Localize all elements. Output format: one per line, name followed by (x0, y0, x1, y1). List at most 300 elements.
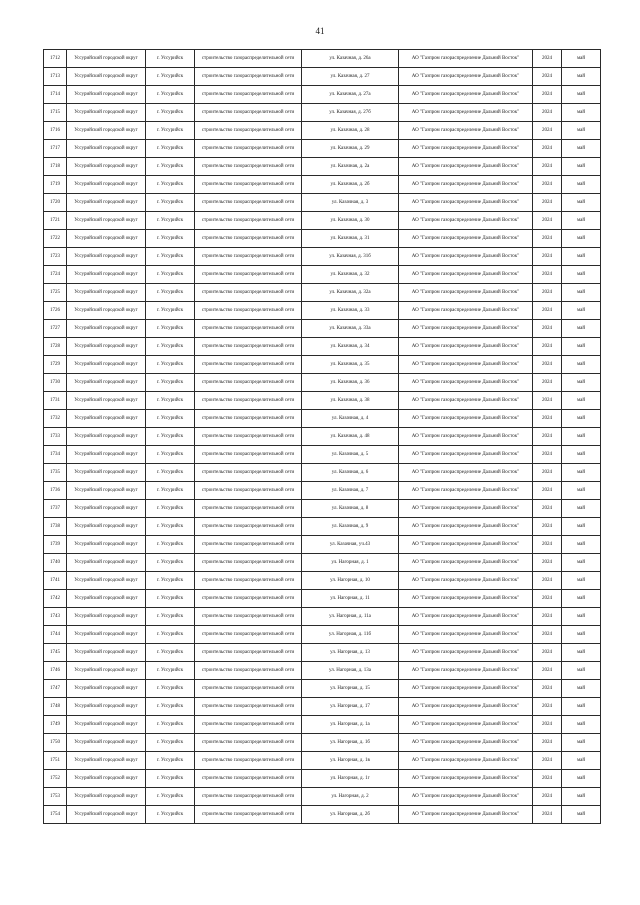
cell-contractor: АО "Газпром газораспределение Дальний Восток" (399, 608, 533, 626)
cell-contractor: АО "Газпром газораспределение Дальний Восток" (399, 338, 533, 356)
cell-month: май (562, 464, 601, 482)
table-row (44, 788, 601, 806)
cell-settlement: г. Уссурийск (146, 122, 195, 140)
cell-month: май (562, 320, 601, 338)
cell-municipality: Уссурийский городской округ (67, 302, 146, 320)
cell-settlement: г. Уссурийск (146, 284, 195, 302)
cell-contractor: АО "Газпром газораспределение Дальний Восток" (399, 122, 533, 140)
cell-row-number: 1739 (44, 536, 67, 554)
cell-contractor: АО "Газпром газораспределение Дальний Восток" (399, 716, 533, 734)
cell-month: май (562, 284, 601, 302)
cell-address: ул. Казачная, д. 27б (302, 104, 399, 122)
cell-settlement: г. Уссурийск (146, 572, 195, 590)
cell-contractor: АО "Газпром газораспределение Дальний Восток" (399, 806, 533, 824)
cell-row-number: 1729 (44, 356, 67, 374)
cell-month: май (562, 410, 601, 428)
cell-month: май (562, 374, 601, 392)
cell-row-number: 1732 (44, 410, 67, 428)
cell-settlement: г. Уссурийск (146, 338, 195, 356)
cell-settlement: г. Уссурийск (146, 806, 195, 824)
cell-municipality: Уссурийский городской округ (67, 86, 146, 104)
cell-work-type: строительство газораспределительной сети (195, 86, 302, 104)
gasification-registry-table (43, 49, 601, 824)
table-row (44, 104, 601, 122)
cell-work-type: строительство газораспределительной сети (195, 644, 302, 662)
cell-municipality: Уссурийский городской округ (67, 356, 146, 374)
cell-month: май (562, 212, 601, 230)
cell-contractor: АО "Газпром газораспределение Дальний Восток" (399, 140, 533, 158)
table-row (44, 68, 601, 86)
cell-municipality: Уссурийский городской округ (67, 176, 146, 194)
cell-municipality: Уссурийский городской округ (67, 698, 146, 716)
table-row (44, 716, 601, 734)
cell-address: ул. Казачная, д. 30 (302, 212, 399, 230)
cell-row-number: 1742 (44, 590, 67, 608)
cell-settlement: г. Уссурийск (146, 176, 195, 194)
cell-row-number: 1745 (44, 644, 67, 662)
cell-municipality: Уссурийский городской округ (67, 446, 146, 464)
cell-row-number: 1740 (44, 554, 67, 572)
cell-settlement: г. Уссурийск (146, 158, 195, 176)
cell-contractor: АО "Газпром газораспределение Дальний Восток" (399, 194, 533, 212)
cell-address: ул. Казачная, уч.43 (302, 536, 399, 554)
cell-month: май (562, 662, 601, 680)
cell-settlement: г. Уссурийск (146, 428, 195, 446)
cell-municipality: Уссурийский городской округ (67, 464, 146, 482)
table-row (44, 140, 601, 158)
cell-municipality: Уссурийский городской округ (67, 266, 146, 284)
cell-address: ул. Казачная, д. 4 (302, 410, 399, 428)
cell-month: май (562, 644, 601, 662)
cell-year: 2024 (533, 194, 562, 212)
cell-row-number: 1743 (44, 608, 67, 626)
cell-settlement: г. Уссурийск (146, 410, 195, 428)
cell-year: 2024 (533, 662, 562, 680)
table-row (44, 464, 601, 482)
cell-year: 2024 (533, 446, 562, 464)
cell-address: ул. Казачная, д. 6 (302, 464, 399, 482)
cell-address: ул. Казачная, д. 31 (302, 230, 399, 248)
cell-municipality: Уссурийский городской округ (67, 374, 146, 392)
cell-address: ул. Казачная, д. 28 (302, 122, 399, 140)
cell-month: май (562, 698, 601, 716)
cell-settlement: г. Уссурийск (146, 68, 195, 86)
cell-work-type: строительство газораспределительной сети (195, 770, 302, 788)
cell-month: май (562, 626, 601, 644)
cell-contractor: АО "Газпром газораспределение Дальний Восток" (399, 158, 533, 176)
table-row (44, 320, 601, 338)
cell-municipality: Уссурийский городской округ (67, 626, 146, 644)
cell-work-type: строительство газораспределительной сети (195, 482, 302, 500)
cell-settlement: г. Уссурийск (146, 248, 195, 266)
cell-year: 2024 (533, 266, 562, 284)
cell-settlement: г. Уссурийск (146, 86, 195, 104)
cell-settlement: г. Уссурийск (146, 356, 195, 374)
cell-year: 2024 (533, 140, 562, 158)
cell-settlement: г. Уссурийск (146, 536, 195, 554)
cell-settlement: г. Уссурийск (146, 590, 195, 608)
cell-work-type: строительство газораспределительной сети (195, 662, 302, 680)
cell-work-type: строительство газораспределительной сети (195, 374, 302, 392)
cell-month: май (562, 104, 601, 122)
cell-row-number: 1716 (44, 122, 67, 140)
cell-address: ул. Нагорная, д. 2б (302, 806, 399, 824)
cell-address: ул. Нагорная, д. 15 (302, 680, 399, 698)
table-row (44, 518, 601, 536)
cell-settlement: г. Уссурийск (146, 698, 195, 716)
cell-address: ул. Казачная, д. 5 (302, 446, 399, 464)
cell-month: май (562, 356, 601, 374)
cell-municipality: Уссурийский городской округ (67, 140, 146, 158)
cell-row-number: 1717 (44, 140, 67, 158)
cell-work-type: строительство газораспределительной сети (195, 248, 302, 266)
cell-work-type: строительство газораспределительной сети (195, 428, 302, 446)
cell-row-number: 1734 (44, 446, 67, 464)
cell-contractor: АО "Газпром газораспределение Дальний Восток" (399, 266, 533, 284)
cell-municipality: Уссурийский городской округ (67, 590, 146, 608)
table-row (44, 554, 601, 572)
cell-settlement: г. Уссурийск (146, 140, 195, 158)
cell-work-type: строительство газораспределительной сети (195, 158, 302, 176)
table-row (44, 302, 601, 320)
cell-year: 2024 (533, 644, 562, 662)
cell-municipality: Уссурийский городской округ (67, 752, 146, 770)
cell-address: ул. Казачная, д. 32а (302, 284, 399, 302)
cell-contractor: АО "Газпром газораспределение Дальний Восток" (399, 518, 533, 536)
cell-settlement: г. Уссурийск (146, 374, 195, 392)
cell-row-number: 1736 (44, 482, 67, 500)
cell-row-number: 1727 (44, 320, 67, 338)
cell-work-type: строительство газораспределительной сети (195, 626, 302, 644)
cell-row-number: 1714 (44, 86, 67, 104)
cell-municipality: Уссурийский городской округ (67, 734, 146, 752)
cell-municipality: Уссурийский городской округ (67, 284, 146, 302)
cell-work-type: строительство газораспределительной сети (195, 572, 302, 590)
cell-year: 2024 (533, 752, 562, 770)
cell-year: 2024 (533, 716, 562, 734)
cell-address: ул. Казачная, д. 2б (302, 176, 399, 194)
cell-work-type: строительство газораспределительной сети (195, 266, 302, 284)
cell-work-type: строительство газораспределительной сети (195, 230, 302, 248)
cell-row-number: 1724 (44, 266, 67, 284)
cell-contractor: АО "Газпром газораспределение Дальний Восток" (399, 554, 533, 572)
cell-month: май (562, 536, 601, 554)
cell-year: 2024 (533, 284, 562, 302)
cell-municipality: Уссурийский городской округ (67, 212, 146, 230)
cell-municipality: Уссурийский городской округ (67, 680, 146, 698)
cell-year: 2024 (533, 698, 562, 716)
cell-municipality: Уссурийский городской округ (67, 554, 146, 572)
cell-month: май (562, 176, 601, 194)
cell-work-type: строительство газораспределительной сети (195, 176, 302, 194)
cell-row-number: 1746 (44, 662, 67, 680)
table-row (44, 230, 601, 248)
table-row (44, 392, 601, 410)
cell-row-number: 1712 (44, 50, 67, 68)
cell-address: ул. Нагорная, д. 1а (302, 716, 399, 734)
cell-municipality: Уссурийский городской округ (67, 482, 146, 500)
cell-municipality: Уссурийский городской округ (67, 248, 146, 266)
cell-month: май (562, 194, 601, 212)
cell-municipality: Уссурийский городской округ (67, 518, 146, 536)
cell-contractor: АО "Газпром газораспределение Дальний Восток" (399, 392, 533, 410)
cell-address: ул. Казачная, д. 27а (302, 86, 399, 104)
cell-address: ул. Нагорная, д. 1 (302, 554, 399, 572)
cell-address: ул. Нагорная, д. 13 (302, 644, 399, 662)
cell-month: май (562, 122, 601, 140)
cell-work-type: строительство газораспределительной сети (195, 536, 302, 554)
cell-row-number: 1750 (44, 734, 67, 752)
cell-work-type: строительство газораспределительной сети (195, 680, 302, 698)
cell-settlement: г. Уссурийск (146, 500, 195, 518)
cell-row-number: 1751 (44, 752, 67, 770)
cell-month: май (562, 716, 601, 734)
cell-month: май (562, 590, 601, 608)
cell-settlement: г. Уссурийск (146, 518, 195, 536)
cell-address: ул. Казачная, д. 9 (302, 518, 399, 536)
cell-work-type: строительство газораспределительной сети (195, 464, 302, 482)
cell-month: май (562, 554, 601, 572)
table-row (44, 752, 601, 770)
cell-municipality: Уссурийский городской округ (67, 410, 146, 428)
cell-contractor: АО "Газпром газораспределение Дальний Восток" (399, 230, 533, 248)
cell-month: май (562, 788, 601, 806)
cell-month: май (562, 806, 601, 824)
cell-contractor: АО "Газпром газораспределение Дальний Восток" (399, 302, 533, 320)
table-row (44, 590, 601, 608)
cell-row-number: 1725 (44, 284, 67, 302)
table-row (44, 446, 601, 464)
cell-year: 2024 (533, 806, 562, 824)
cell-settlement: г. Уссурийск (146, 554, 195, 572)
cell-address: ул. Казачная, д. 8 (302, 500, 399, 518)
cell-municipality: Уссурийский городской округ (67, 806, 146, 824)
cell-row-number: 1718 (44, 158, 67, 176)
table-row (44, 680, 601, 698)
cell-year: 2024 (533, 158, 562, 176)
table-row (44, 662, 601, 680)
cell-work-type: строительство газораспределительной сети (195, 752, 302, 770)
cell-contractor: АО "Газпром газораспределение Дальний Восток" (399, 68, 533, 86)
cell-row-number: 1730 (44, 374, 67, 392)
cell-settlement: г. Уссурийск (146, 464, 195, 482)
cell-month: май (562, 680, 601, 698)
cell-address: ул. Нагорная, д. 11 (302, 590, 399, 608)
cell-address: ул. Казачная, д. 7 (302, 482, 399, 500)
cell-address: ул. Казачная, д. 48 (302, 428, 399, 446)
cell-month: май (562, 428, 601, 446)
cell-year: 2024 (533, 626, 562, 644)
cell-row-number: 1748 (44, 698, 67, 716)
cell-work-type: строительство газораспределительной сети (195, 734, 302, 752)
cell-month: май (562, 482, 601, 500)
table-row (44, 770, 601, 788)
cell-municipality: Уссурийский городской округ (67, 644, 146, 662)
cell-address: ул. Казачная, д. 31б (302, 248, 399, 266)
cell-municipality: Уссурийский городской округ (67, 50, 146, 68)
cell-settlement: г. Уссурийск (146, 230, 195, 248)
cell-municipality: Уссурийский городской округ (67, 68, 146, 86)
cell-month: май (562, 266, 601, 284)
cell-row-number: 1719 (44, 176, 67, 194)
cell-year: 2024 (533, 410, 562, 428)
cell-address: ул. Казачная, д. 2а (302, 158, 399, 176)
cell-work-type: строительство газораспределительной сети (195, 554, 302, 572)
table-row (44, 176, 601, 194)
cell-municipality: Уссурийский городской округ (67, 230, 146, 248)
table-row (44, 482, 601, 500)
cell-year: 2024 (533, 374, 562, 392)
cell-contractor: АО "Газпром газораспределение Дальний Восток" (399, 680, 533, 698)
cell-year: 2024 (533, 536, 562, 554)
cell-month: май (562, 230, 601, 248)
cell-row-number: 1752 (44, 770, 67, 788)
cell-contractor: АО "Газпром газораспределение Дальний Восток" (399, 788, 533, 806)
cell-contractor: АО "Газпром газораспределение Дальний Восток" (399, 644, 533, 662)
cell-work-type: строительство газораспределительной сети (195, 320, 302, 338)
cell-work-type: строительство газораспределительной сети (195, 392, 302, 410)
cell-address: ул. Нагорная, д. 11б (302, 626, 399, 644)
cell-year: 2024 (533, 770, 562, 788)
cell-row-number: 1723 (44, 248, 67, 266)
cell-contractor: АО "Газпром газораспределение Дальний Восток" (399, 212, 533, 230)
cell-row-number: 1726 (44, 302, 67, 320)
cell-year: 2024 (533, 338, 562, 356)
cell-contractor: АО "Газпром газораспределение Дальний Восток" (399, 284, 533, 302)
cell-contractor: АО "Газпром газораспределение Дальний Восток" (399, 590, 533, 608)
cell-municipality: Уссурийский городской округ (67, 428, 146, 446)
cell-row-number: 1721 (44, 212, 67, 230)
cell-contractor: АО "Газпром газораспределение Дальний Восток" (399, 464, 533, 482)
cell-row-number: 1735 (44, 464, 67, 482)
table-row (44, 374, 601, 392)
cell-contractor: АО "Газпром газораспределение Дальний Восток" (399, 662, 533, 680)
cell-settlement: г. Уссурийск (146, 482, 195, 500)
page-number: 41 (315, 26, 325, 36)
cell-year: 2024 (533, 320, 562, 338)
cell-work-type: строительство газораспределительной сети (195, 590, 302, 608)
cell-settlement: г. Уссурийск (146, 302, 195, 320)
cell-municipality: Уссурийский городской округ (67, 536, 146, 554)
cell-address: ул. Казачная, д. 26а (302, 50, 399, 68)
table-row (44, 284, 601, 302)
cell-contractor: АО "Газпром газораспределение Дальний Восток" (399, 752, 533, 770)
cell-settlement: г. Уссурийск (146, 446, 195, 464)
cell-year: 2024 (533, 104, 562, 122)
cell-month: май (562, 248, 601, 266)
cell-address: ул. Казачная, д. 3 (302, 194, 399, 212)
cell-address: ул. Казачная, д. 36 (302, 374, 399, 392)
cell-settlement: г. Уссурийск (146, 194, 195, 212)
cell-settlement: г. Уссурийск (146, 392, 195, 410)
cell-settlement: г. Уссурийск (146, 266, 195, 284)
cell-month: май (562, 446, 601, 464)
table-row (44, 734, 601, 752)
cell-work-type: строительство газораспределительной сети (195, 410, 302, 428)
cell-work-type: строительство газораспределительной сети (195, 122, 302, 140)
cell-work-type: строительство газораспределительной сети (195, 194, 302, 212)
cell-contractor: АО "Газпром газораспределение Дальний Восток" (399, 626, 533, 644)
table-row (44, 644, 601, 662)
table-row (44, 698, 601, 716)
cell-settlement: г. Уссурийск (146, 212, 195, 230)
cell-address: ул. Нагорная, д. 13а (302, 662, 399, 680)
cell-settlement: г. Уссурийск (146, 770, 195, 788)
cell-address: ул. Нагорная, д. 1б (302, 734, 399, 752)
cell-work-type: строительство газораспределительной сети (195, 302, 302, 320)
cell-address: ул. Нагорная, д. 1г (302, 770, 399, 788)
cell-month: май (562, 392, 601, 410)
cell-work-type: строительство газораспределительной сети (195, 518, 302, 536)
table-row (44, 158, 601, 176)
cell-address: ул. Нагорная, д. 2 (302, 788, 399, 806)
cell-contractor: АО "Газпром газораспределение Дальний Восток" (399, 572, 533, 590)
cell-year: 2024 (533, 428, 562, 446)
table-row (44, 356, 601, 374)
cell-year: 2024 (533, 86, 562, 104)
cell-address: ул. Нагорная, д. 11а (302, 608, 399, 626)
table-row (44, 194, 601, 212)
cell-work-type: строительство газораспределительной сети (195, 716, 302, 734)
cell-row-number: 1741 (44, 572, 67, 590)
cell-settlement: г. Уссурийск (146, 752, 195, 770)
cell-year: 2024 (533, 518, 562, 536)
cell-work-type: строительство газораспределительной сети (195, 338, 302, 356)
cell-contractor: АО "Газпром газораспределение Дальний Восток" (399, 86, 533, 104)
cell-month: май (562, 140, 601, 158)
cell-work-type: строительство газораспределительной сети (195, 68, 302, 86)
cell-settlement: г. Уссурийск (146, 644, 195, 662)
cell-contractor: АО "Газпром газораспределение Дальний Восток" (399, 356, 533, 374)
cell-row-number: 1720 (44, 194, 67, 212)
cell-settlement: г. Уссурийск (146, 608, 195, 626)
cell-work-type: строительство газораспределительной сети (195, 140, 302, 158)
table-row (44, 806, 601, 824)
cell-address: ул. Казачная, д. 38 (302, 392, 399, 410)
cell-municipality: Уссурийский городской округ (67, 572, 146, 590)
cell-municipality: Уссурийский городской округ (67, 158, 146, 176)
cell-year: 2024 (533, 302, 562, 320)
cell-year: 2024 (533, 482, 562, 500)
cell-contractor: АО "Газпром газораспределение Дальний Восток" (399, 446, 533, 464)
cell-municipality: Уссурийский городской округ (67, 500, 146, 518)
cell-contractor: АО "Газпром газораспределение Дальний Восток" (399, 248, 533, 266)
cell-year: 2024 (533, 230, 562, 248)
cell-month: май (562, 338, 601, 356)
cell-address: ул. Нагорная, д. 1в (302, 752, 399, 770)
cell-row-number: 1733 (44, 428, 67, 446)
cell-month: май (562, 752, 601, 770)
cell-year: 2024 (533, 734, 562, 752)
cell-year: 2024 (533, 122, 562, 140)
cell-contractor: АО "Газпром газораспределение Дальний Восток" (399, 320, 533, 338)
cell-contractor: АО "Газпром газораспределение Дальний Восток" (399, 176, 533, 194)
cell-year: 2024 (533, 572, 562, 590)
cell-address: ул. Казачная, д. 33 (302, 302, 399, 320)
cell-contractor: АО "Газпром газораспределение Дальний Восток" (399, 428, 533, 446)
cell-address: ул. Казачная, д. 32 (302, 266, 399, 284)
cell-year: 2024 (533, 392, 562, 410)
cell-work-type: строительство газораспределительной сети (195, 698, 302, 716)
cell-municipality: Уссурийский городской округ (67, 194, 146, 212)
cell-settlement: г. Уссурийск (146, 104, 195, 122)
cell-month: май (562, 86, 601, 104)
cell-contractor: АО "Газпром газораспределение Дальний Восток" (399, 536, 533, 554)
cell-year: 2024 (533, 788, 562, 806)
cell-address: ул. Казачная, д. 27 (302, 68, 399, 86)
cell-year: 2024 (533, 248, 562, 266)
cell-row-number: 1713 (44, 68, 67, 86)
